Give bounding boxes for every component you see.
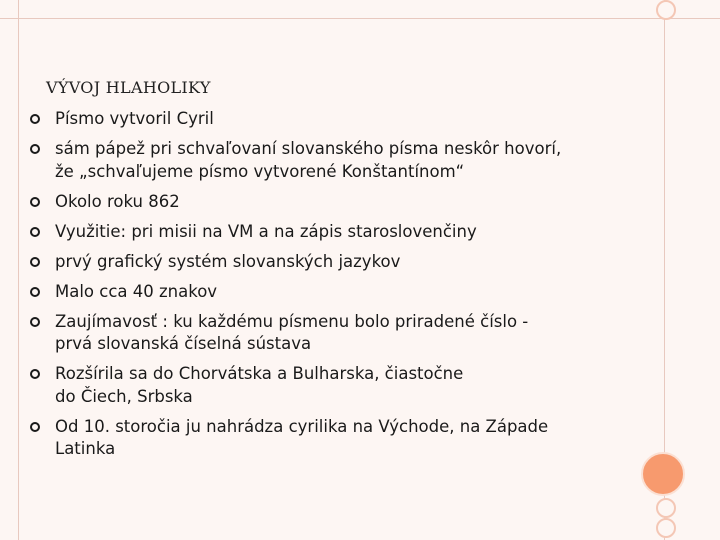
list-item-text: Písmo vytvoril Cyril (55, 109, 214, 128)
list-item-text: Okolo roku 862 (55, 191, 180, 211)
list-item (30, 281, 630, 304)
bullet-icon (30, 287, 40, 297)
list-item-text: sám pápež pri schvaľovaní slovanského písma neskôr hovorí, že „schvaľujeme písmo vytvorené Konštantínom“ (55, 139, 562, 181)
bullet-icon (30, 197, 40, 207)
decor-circle-accent (641, 452, 685, 496)
bullet-icon (30, 317, 40, 327)
bullet-icon (30, 144, 40, 154)
decor-circle-bottom-1 (656, 498, 676, 518)
list-item-text: Zaujímavosť : ku každému písmenu bolo priradené číslo - prvá slovanská číselná sústava (55, 311, 529, 353)
slide-frame-left (18, 0, 19, 540)
list-item-text: Rozšírila sa do Chorvátska a Bulharska, čiastočne do Čiech, Srbska (55, 364, 464, 406)
list-item-text: Využitie: pri misii na VM a na zápis staroslovenčiny (55, 221, 477, 241)
list-item-text: Od 10. storočia ju nahrádza cyrilika na Východe, na Západe Latinka (55, 416, 549, 458)
list-item (30, 416, 630, 461)
list-item (30, 108, 630, 131)
decor-circle-bottom-2 (656, 518, 676, 538)
list-item (30, 311, 630, 356)
list-item (30, 251, 630, 274)
slide-title: VÝVOJ HLAHOLIKY (46, 78, 211, 97)
bullet-icon (30, 257, 40, 267)
slide-frame-top (0, 0, 720, 19)
bullet-icon (30, 227, 40, 237)
bullet-icon (30, 422, 40, 432)
list-item (30, 363, 630, 408)
list-item (30, 191, 630, 214)
bullet-icon (30, 369, 40, 379)
list-item (30, 138, 630, 183)
list-item-text: prvý grafický systém slovanských jazykov (55, 251, 401, 271)
list-item-text: Malo cca 40 znakov (55, 281, 218, 301)
decor-circle-top (656, 0, 676, 20)
bullet-list (30, 108, 630, 468)
bullet-icon (30, 114, 40, 124)
list-item (30, 221, 630, 244)
